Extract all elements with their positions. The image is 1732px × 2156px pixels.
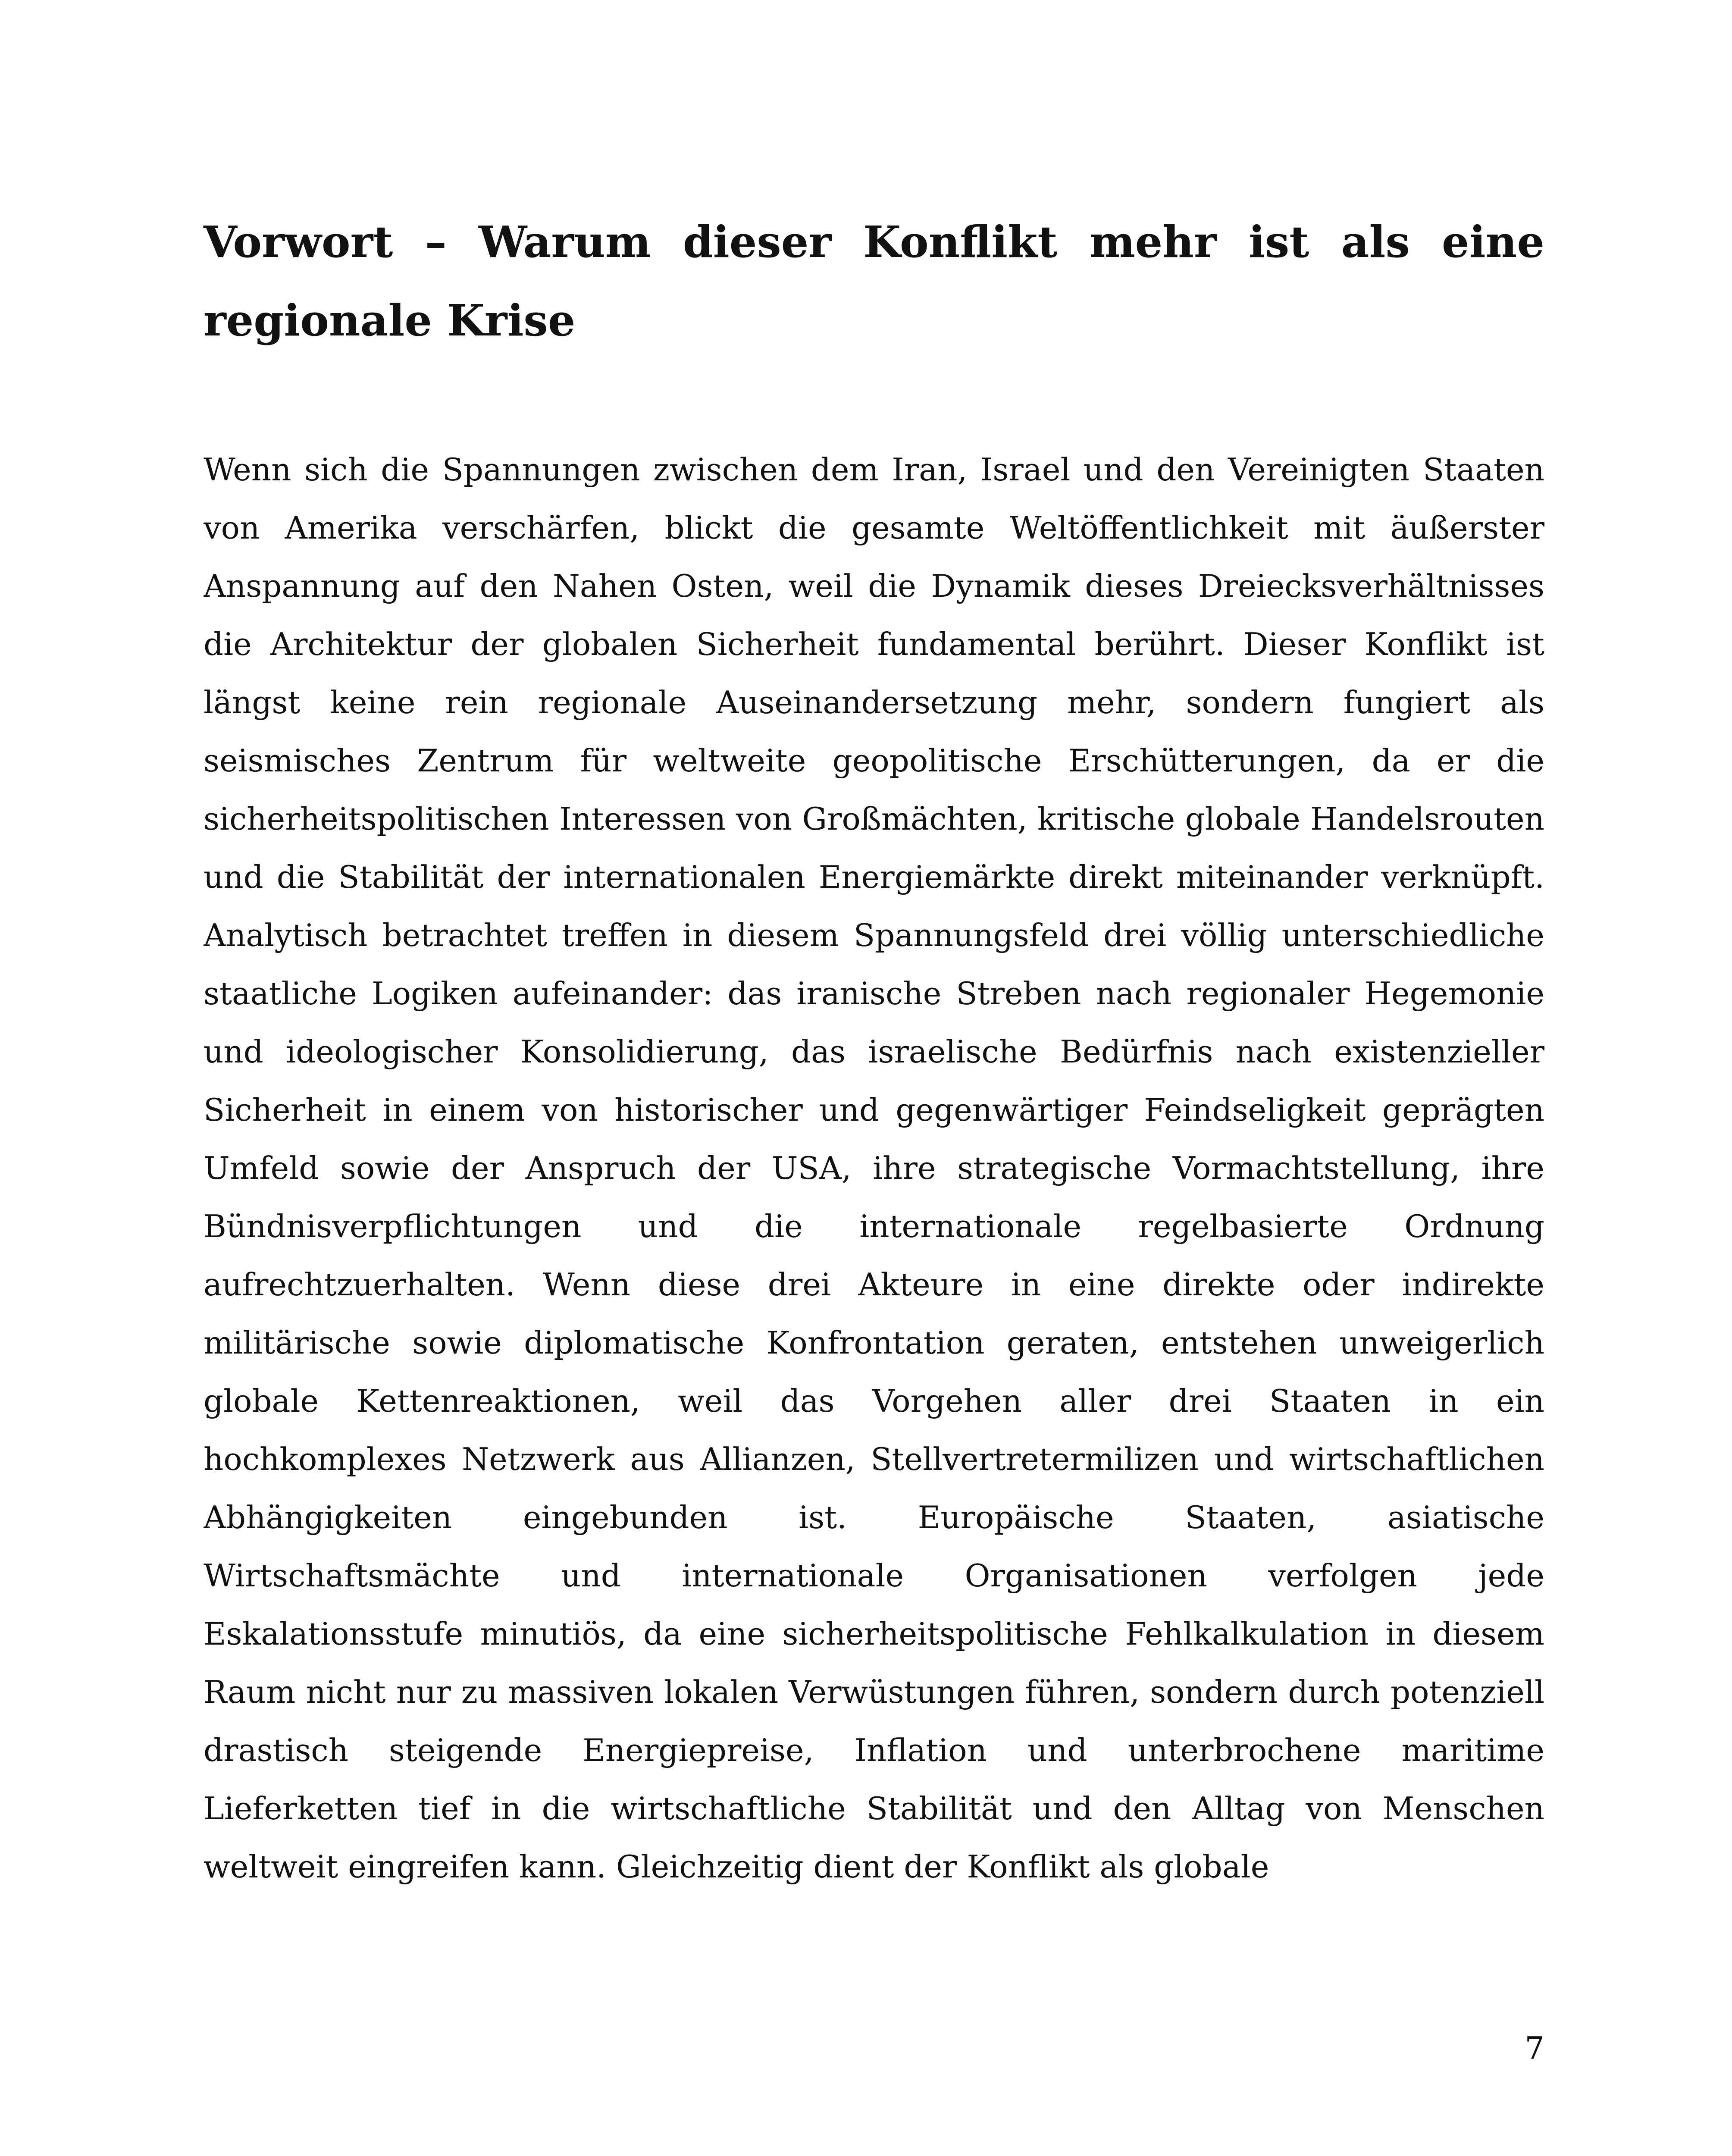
page-number: 7 [1525, 2030, 1544, 2066]
body-paragraph: Wenn sich die Spannungen zwischen dem Iran, Israel und den Vereinigten Staaten von Amerika verschärfen, blickt die gesamte Weltöffentlichkeit mit äußerster Anspannung auf den Nahen Osten, weil die Dynamik dieses Dreiecksverhältnisses die Architektur der globalen Sicherheit fundamental berührt. Dieser Konflikt ist längst keine rein regionale Auseinandersetzung mehr, sondern fungiert als seismisches Zentrum für weltweite geopolitische Erschütterungen, da er die sicherheitspolitischen Interessen von Großmächten, kritische globale Handelsrouten und die Stabilität der internationalen Energiemärkte direkt miteinander verknüpft. Analytisch betrachtet treffen in diesem Spannungsfeld drei völlig unterschiedliche staatliche Logiken aufeinander: das iranische Streben nach regionaler Hegemonie und ideologischer Konsolidierung, das israelische Bedürfnis nach existenzieller Sicherheit in einem von historischer und gegenwärtiger Feindseligkeit geprägten Umfeld sowie der Anspruch der USA, ihre strategische Vormachtstellung, ihre Bündnisverpflichtungen und die internationale regelbasierte Ordnung aufrechtzuerhalten. Wenn diese drei Akteure in eine direkte oder indirekte militärische sowie diplomatische Konfrontation geraten, entstehen unweigerlich globale Kettenreaktionen, weil das Vorgehen aller drei Staaten in ein hochkomplexes Netzwerk aus Allianzen, Stellvertretermilizen und wirtschaftlichen Abhängigkeiten eingebunden ist. Europäische Staaten, asiatische Wirtschaftsmächte und internationale Organisationen verfolgen jede Eskalationsstufe minutiös, da eine sicherheitspolitische Fehlkalkulation in diesem Raum nicht nur zu massiven lokalen Verwüstungen führen, sondern durch potenziell drastisch steigende Energiepreise, Inflation und unterbrochene maritime Lieferketten tief in die wirtschaftliche Stabilität und den Alltag von Menschen weltweit eingreifen kann. Gleichzeitig dient der Konflikt als globale [204, 451, 1544, 1885]
chapter-title: Vorwort – Warum dieser Konflikt mehr ist als eine regionale Krise [204, 216, 1544, 346]
page-content [204, 203, 1544, 1896]
